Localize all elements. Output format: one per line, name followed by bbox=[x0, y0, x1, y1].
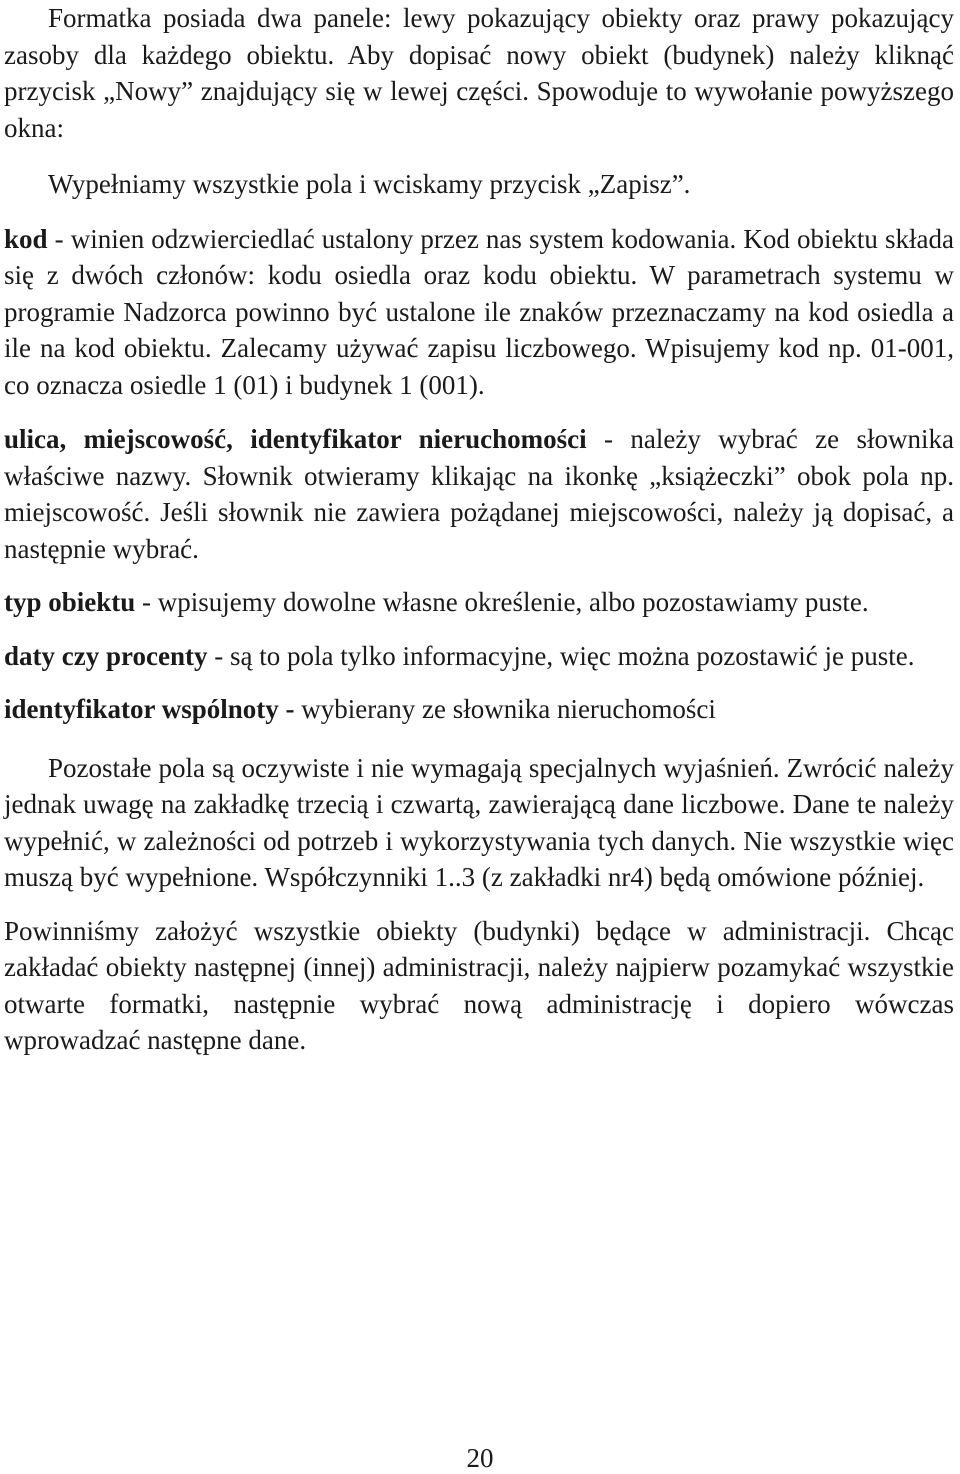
text-identyfikator: wybierany ze słownika nieruchomości bbox=[294, 694, 716, 724]
paragraph-ulica bbox=[4, 421, 954, 567]
paragraph-identyfikator bbox=[4, 691, 954, 728]
paragraph-pozostale: Pozostałe pola są oczywiste i nie wymagają specjalnych wyjaśnień. Zwrócić należy jednak uwagę na zakładkę trzecią i czwartą, zawierającą dane liczbowe. Dane te należy wypełnić, w zależności od potrzeb i wykorzystywania tych danych. Nie wszystkie więc muszą być wypełnione. Współczynniki 1..3 (z zakładki nr4) będą omówione później. bbox=[4, 752, 954, 892]
paragraph-powinnismy: Powinniśmy założyć wszystkie obiekty (budynki) będące w administracji. Chcąc zakładać obiekty następnej (innej) administracji, należy najpierw pozamykać wszystkie otwarte formatki, następnie wybrać nową administrację i dopiero wówczas wprowadzać następne dane. bbox=[4, 915, 954, 1055]
paragraph-fill-fields: Wypełniamy wszystkie pola i wciskamy przycisk „Zapisz”. bbox=[48, 169, 691, 199]
term-daty: daty czy procenty bbox=[4, 640, 208, 671]
document-page bbox=[4, 0, 954, 1059]
term-kod: kod bbox=[4, 223, 48, 254]
text-daty: - są to pola tylko informacyjne, więc można pozostawić je puste. bbox=[207, 640, 915, 671]
paragraph-daty bbox=[4, 638, 954, 675]
text-ulica: - należy wybrać ze słownika właściwe nazwy. Słownik otwieramy klikając na ikonkę „książeczki” obok pola np. miejscowość. Jeśli słownik nie zawiera pożądanej miejscowości, należy ją dopisać, a następnie wybrać. bbox=[4, 424, 954, 564]
paragraph-kod bbox=[4, 221, 954, 404]
text-kod: - winien odzwierciedlać ustalony przez nas system kodowania. Kod obiektu składa się z dwóch członów: kodu osiedla oraz kodu obiektu. W parametrach systemu w programie Nadzorca powinno być ustalone ile znaków przeznaczamy na kod osiedla a ile na kod obiektu. Zalecamy używać zapisu liczbowego. Wpisujemy kod np. 01-001, co oznacza osiedle 1 (01) i budynek 1 (001). bbox=[4, 223, 954, 400]
term-ulica: ulica, miejscowość, identyfikator nieruchomości bbox=[4, 424, 587, 454]
text-typ: - wpisujemy dowolne własne określenie, albo pozostawiamy puste. bbox=[135, 587, 869, 617]
term-typ: typ obiektu bbox=[4, 587, 136, 617]
page-number: 20 bbox=[466, 1443, 494, 1473]
term-identyfikator: identyfikator wspólnoty - bbox=[4, 694, 295, 724]
paragraph-intro: Formatka posiada dwa panele: lewy pokazujący obiekty oraz prawy pokazujący zasoby dla każdego obiektu. Aby dopisać nowy obiekt (budynek) należy kliknąć przycisk „Nowy” znajdujący się w lewej części. Spowoduje to wywołanie powyższego okna: bbox=[4, 3, 954, 143]
paragraph-typ bbox=[4, 584, 954, 621]
